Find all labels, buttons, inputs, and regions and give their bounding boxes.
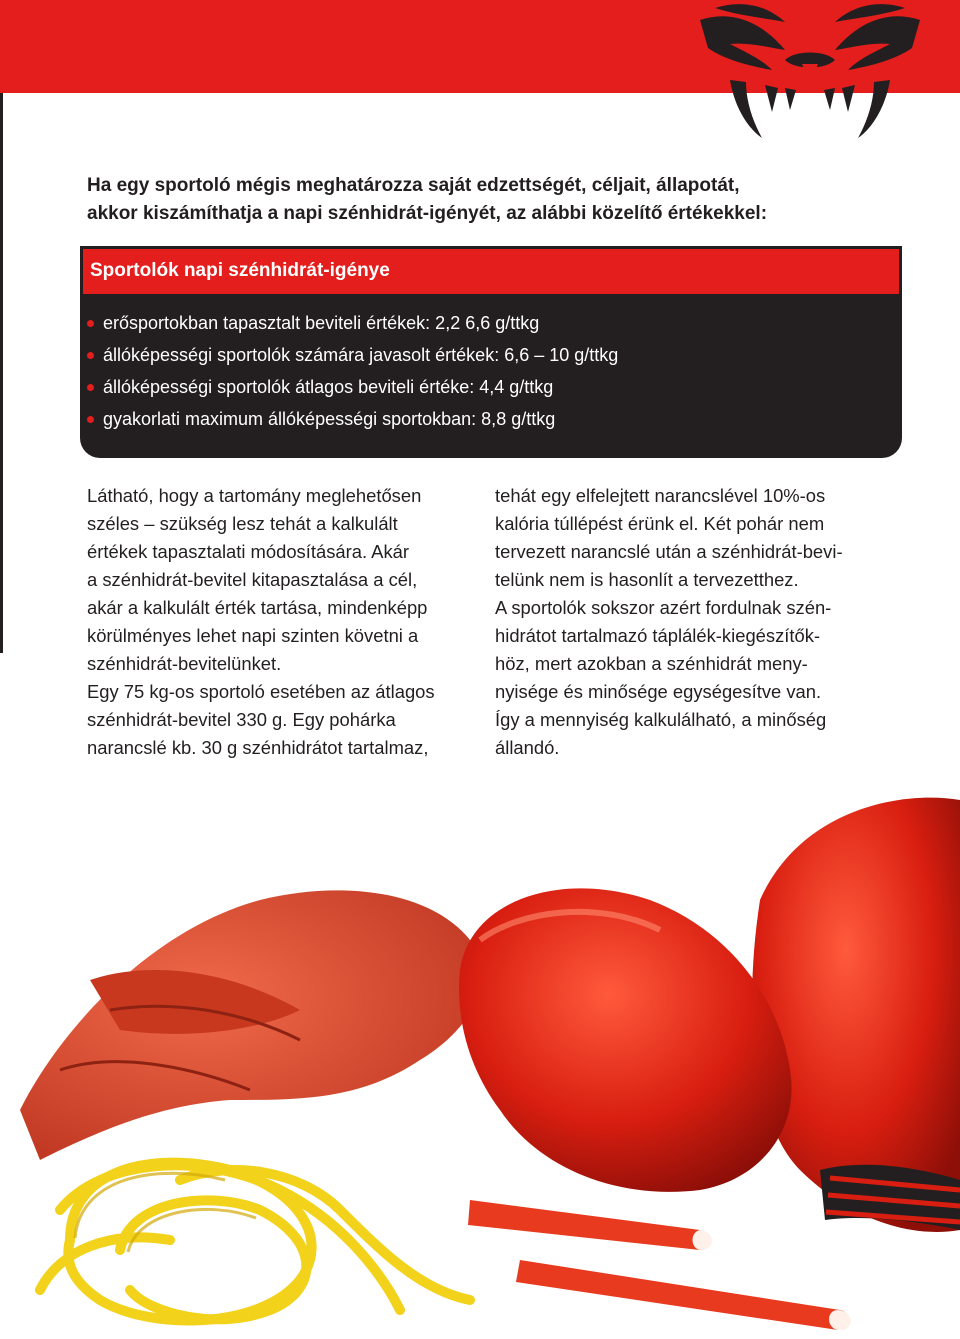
text-line: a szénhidrát-bevitel kitapasztalása a cél, [87,569,418,590]
body-column-left [87,482,482,762]
panel-header [80,246,902,294]
list-item [87,406,618,438]
boxing-glove-small [459,888,791,1191]
list-item [87,374,618,406]
text-line: hidrátot tartalmazó táplálék-kiegészítők- [495,625,821,646]
text-line: körülményes lehet napi szinten követni a [87,625,419,646]
text-line: kalória túllépést érünk el. Két pohár nem [495,513,825,534]
list-item [87,310,618,342]
text-line: A sportolók sokszor azért fordulnak szén- [495,597,832,618]
text-line: szénhidrát-bevitelünket. [87,653,282,674]
list-item-text: erősportokban tapasztalt beviteli értékek: 2,2 6,6 g/ttkg [103,313,540,333]
bullet-icon [87,320,94,327]
carb-requirement-panel [80,246,902,458]
text-line: telünk nem is hasonlít a tervezetthez. [495,569,799,590]
intro-paragraph [87,172,867,228]
text-line: höz, mert azokban a szénhidrát meny- [495,653,808,674]
body-column-right [495,482,890,762]
text-line: széles – szükség lesz tehát a kalkulált [87,513,398,534]
text-line: értékek tapasztalati módosítására. Akár [87,541,409,562]
intro-line-1: Ha egy sportoló mégis meghatározza saját edzettségét, céljait, állapotát, [87,175,740,196]
rope-handle-2 [516,1260,848,1330]
list-item-text: állóképességi sportolók számára javasolt értékek: 6,6 – 10 g/ttkg [103,345,619,365]
yellow-jump-rope [40,1163,470,1321]
text-line: tehát egy elfelejtett narancslével 10%-os [495,485,826,506]
bullet-icon [87,416,94,423]
text-line: Látható, hogy a tartomány meglehetősen [87,485,422,506]
requirement-list [87,310,618,438]
sport-equipment-photo [0,770,960,1339]
bullet-icon [87,384,94,391]
text-line: narancslé kb. 30 g szénhidrátot tartalmaz, [87,737,429,758]
text-line: nyisége és minősége egységesítve van. [495,681,822,702]
demon-mask-logo-icon [690,0,930,150]
bullet-icon [87,352,94,359]
text-line: Egy 75 kg-os sportoló esetében az átlagos [87,681,435,702]
text-line: tervezett narancslé után a szénhidrát-bevi- [495,541,843,562]
left-margin-rule [0,93,3,653]
text-line: állandó. [495,737,560,758]
text-line: akár a kalkulált érték tartása, mindenképp [87,597,428,618]
list-item-text: állóképességi sportolók átlagos beviteli értéke: 4,4 g/ttkg [103,377,554,397]
text-line: szénhidrát-bevitel 330 g. Egy pohárka [87,709,396,730]
list-item-text: gyakorlati maximum állóképességi sportokban: 8,8 g/ttkg [103,409,556,429]
list-item [87,342,618,374]
rope-handle [468,1200,709,1250]
text-line: Így a mennyiség kalkulálható, a minőség [495,709,827,730]
panel-title: Sportolók napi szénhidrát-igénye [90,260,390,281]
intro-line-2: akkor kiszámíthatja a napi szénhidrát-igényét, az alábbi közelítő értékekkel: [87,203,768,224]
